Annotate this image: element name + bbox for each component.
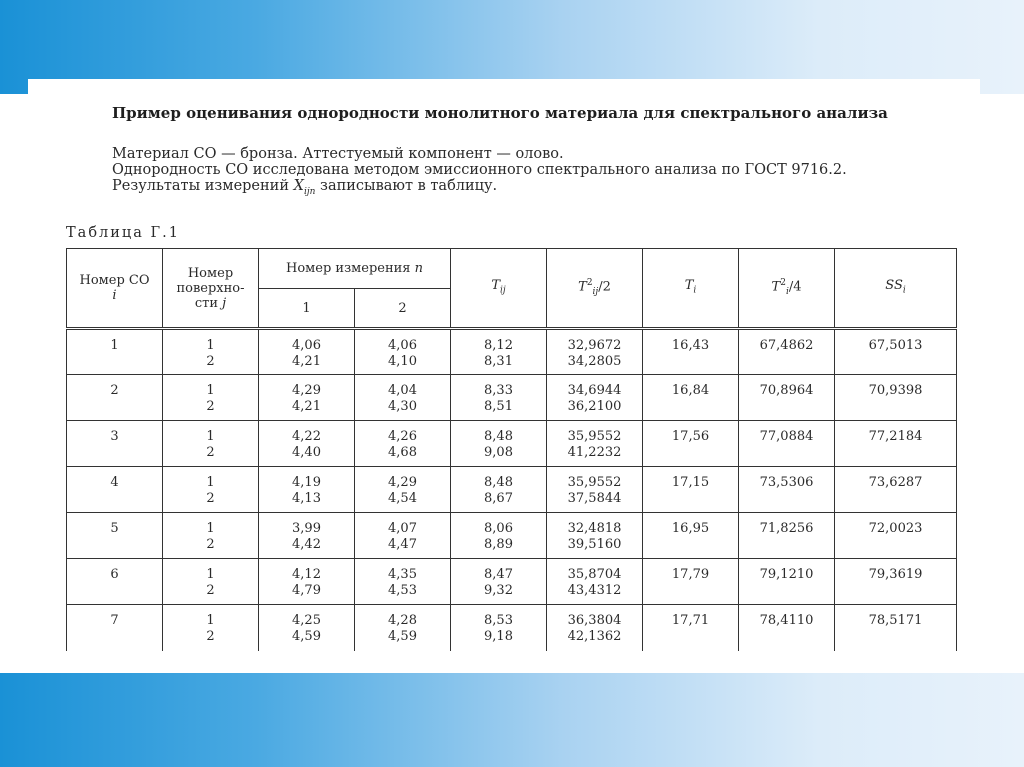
measurement-1-cell-value: 3,99 (292, 521, 321, 536)
tij-cell-value: 8,47 (484, 567, 513, 582)
ti-squared-cell (739, 559, 835, 605)
header-surface-number: Номер поверхно- сти j (163, 249, 259, 329)
measurement-1-cell-value: 4,59 (292, 629, 321, 644)
measurement-2-cell-value: 4,04 (388, 383, 417, 398)
measurement-1-cell-value: 4,79 (292, 583, 321, 598)
tij-cell-value: 8,67 (484, 491, 513, 506)
ss-cell-value: 78,5171 (868, 613, 923, 628)
surface-cell (163, 375, 259, 421)
ti-cell (643, 559, 739, 605)
ss-cell (835, 559, 957, 605)
surface-cell-value: 1 (206, 521, 215, 536)
surface-cell-value: 1 (206, 613, 215, 628)
ti-cell-value: 16,43 (671, 338, 710, 353)
tij-squared-cell (547, 421, 643, 467)
intro-results-prefix: Результаты измерений (112, 178, 294, 194)
measurements-table (66, 248, 957, 651)
measurement-2-cell-value: 4,54 (388, 491, 417, 506)
ss-cell (835, 467, 957, 513)
measurement-1-cell-value: 4,25 (292, 613, 321, 628)
surface-cell (163, 559, 259, 605)
surface-cell (163, 605, 259, 651)
ss-cell-value: 70,9398 (868, 383, 923, 398)
measurement-2-cell-value: 4,30 (388, 399, 417, 414)
table-caption: Таблица Г.1 (66, 225, 180, 241)
surface-cell-value: 1 (206, 475, 215, 490)
intro-line-results (112, 178, 892, 200)
measurement-1-cell-value: 4,19 (292, 475, 321, 490)
measurement-1-cell-value: 4,13 (292, 491, 321, 506)
ss-cell-value: 72,0023 (868, 521, 923, 536)
tij-squared-cell (547, 329, 643, 375)
tij-cell-value: 8,12 (484, 338, 513, 353)
ti-squared-cell-value: 73,5306 (759, 475, 814, 490)
co-cell (67, 375, 163, 421)
intro-text (112, 146, 892, 200)
co-cell-value: 6 (110, 567, 119, 582)
ti-cell-value: 17,79 (671, 567, 710, 582)
tij-cell (451, 467, 547, 513)
measurement-2-cell-value: 4,06 (388, 338, 417, 353)
tij-cell (451, 329, 547, 375)
header-measurement-2: 2 (355, 289, 451, 329)
tij-squared-cell-value: 42,1362 (567, 629, 622, 644)
co-cell-value: 2 (110, 383, 119, 398)
ti-cell (643, 513, 739, 559)
tij-cell (451, 375, 547, 421)
ss-cell-value: 67,5013 (868, 338, 923, 353)
intro-line-method: Однородность СО исследована методом эмиссионного спектрального анализа по ГОСТ 9716.2. (112, 162, 847, 178)
co-cell-value: 3 (110, 429, 119, 444)
co-cell (67, 513, 163, 559)
ti-cell (643, 421, 739, 467)
table-row (67, 329, 957, 375)
tij-squared-cell-value: 39,5160 (567, 537, 622, 552)
ti-cell-value: 16,84 (671, 383, 710, 398)
tij-squared-cell (547, 513, 643, 559)
surface-cell (163, 513, 259, 559)
measurement-2-cell (355, 559, 451, 605)
ti-cell (643, 605, 739, 651)
measurement-2-cell (355, 513, 451, 559)
measurement-1-cell (259, 513, 355, 559)
measurement-2-cell-value: 4,26 (388, 429, 417, 444)
surface-cell-value: 1 (206, 429, 215, 444)
tij-squared-cell (547, 467, 643, 513)
header-tij: $T_{ij}$ (451, 249, 547, 329)
measurement-1-cell-value: 4,22 (292, 429, 321, 444)
co-cell (67, 559, 163, 605)
measurement-2-cell-value: 4,35 (388, 567, 417, 582)
ss-cell-value: 77,2184 (868, 429, 923, 444)
tij-squared-cell (547, 605, 643, 651)
measurement-1-cell (259, 605, 355, 651)
measurement-2-cell (355, 605, 451, 651)
surface-cell-value: 1 (206, 567, 215, 582)
ti-cell (643, 467, 739, 513)
measurement-1-cell-value: 4,21 (292, 354, 321, 369)
surface-cell (163, 421, 259, 467)
header-measurement-1: 1 (259, 289, 355, 329)
header-co-number: Номер СО i (67, 249, 163, 329)
tij-squared-cell-value: 36,3804 (567, 613, 622, 628)
tij-cell-value: 8,31 (484, 354, 513, 369)
tij-squared-cell-value: 32,4818 (567, 521, 622, 536)
co-cell (67, 421, 163, 467)
tij-cell-value: 8,48 (484, 429, 513, 444)
surface-cell (163, 329, 259, 375)
ss-cell (835, 329, 957, 375)
tij-cell-value: 8,48 (484, 475, 513, 490)
surface-cell (163, 467, 259, 513)
intro-results-suffix: записывают в таблицу. (315, 178, 498, 194)
tij-squared-cell (547, 559, 643, 605)
ti-squared-cell-value: 79,1210 (759, 567, 814, 582)
measurement-1-cell (259, 375, 355, 421)
table-row (67, 375, 957, 421)
ti-squared-cell-value: 67,4862 (759, 338, 814, 353)
table-row (67, 467, 957, 513)
ti-squared-cell (739, 421, 835, 467)
ti-squared-cell (739, 467, 835, 513)
intro-line-material: Материал СО — бронза. Аттестуемый компонент — олово. (112, 146, 564, 162)
ss-cell (835, 421, 957, 467)
measurement-2-cell-value: 4,47 (388, 537, 417, 552)
measurement-2-cell-value: 4,59 (388, 629, 417, 644)
measurement-1-cell-value: 4,40 (292, 445, 321, 460)
tij-squared-cell-value: 34,6944 (567, 383, 622, 398)
tij-cell-value: 9,08 (484, 445, 513, 460)
measurement-1-cell (259, 467, 355, 513)
ss-cell (835, 513, 957, 559)
table-row (67, 559, 957, 605)
ss-cell (835, 605, 957, 651)
tij-squared-cell-value: 35,9552 (567, 429, 622, 444)
surface-cell-value: 1 (206, 338, 215, 353)
surface-cell-value: 2 (206, 354, 215, 369)
tij-cell-value: 8,53 (484, 613, 513, 628)
header-ti-squared: $T^2_i/4$ (739, 249, 835, 329)
intro-results-subscript: ijn (303, 186, 316, 197)
measurement-1-cell (259, 421, 355, 467)
measurement-2-cell-value: 4,10 (388, 354, 417, 369)
header-ti: $T_i$ (643, 249, 739, 329)
tij-squared-cell-value: 32,9672 (567, 338, 622, 353)
ti-cell-value: 17,71 (671, 613, 710, 628)
measurement-1-cell-value: 4,42 (292, 537, 321, 552)
tij-squared-cell-value: 35,8704 (567, 567, 622, 582)
co-cell-value: 5 (110, 521, 119, 536)
tij-cell (451, 421, 547, 467)
table-row (67, 421, 957, 467)
ti-cell-value: 16,95 (671, 521, 710, 536)
header-measurement-number: Номер измерения n (259, 249, 451, 289)
header-tij-squared: $T^2_{ij}/2$ (547, 249, 643, 329)
ti-cell-value: 17,15 (671, 475, 710, 490)
tij-cell-value: 8,51 (484, 399, 513, 414)
co-cell (67, 467, 163, 513)
measurement-2-cell (355, 375, 451, 421)
surface-cell-value: 2 (206, 399, 215, 414)
surface-cell-value: 1 (206, 383, 215, 398)
tij-squared-cell-value: 37,5844 (567, 491, 622, 506)
tij-cell (451, 513, 547, 559)
measurement-2-cell-value: 4,53 (388, 583, 417, 598)
measurement-2-cell (355, 329, 451, 375)
ti-squared-cell-value: 77,0884 (759, 429, 814, 444)
tij-cell-value: 9,32 (484, 583, 513, 598)
tij-squared-cell-value: 36,2100 (567, 399, 622, 414)
table-body (67, 329, 957, 651)
tij-squared-cell (547, 375, 643, 421)
ss-cell-value: 73,6287 (868, 475, 923, 490)
bottom-decor-band (0, 673, 1024, 767)
surface-cell-value: 2 (206, 583, 215, 598)
measurement-1-cell-value: 4,12 (292, 567, 321, 582)
measurement-2-cell (355, 467, 451, 513)
tij-cell-value: 9,18 (484, 629, 513, 644)
ti-cell (643, 329, 739, 375)
co-cell-value: 4 (110, 475, 119, 490)
tij-squared-cell-value: 34,2805 (567, 354, 622, 369)
tij-cell (451, 605, 547, 651)
ss-cell-value: 79,3619 (868, 567, 923, 582)
tij-cell (451, 559, 547, 605)
measurement-1-cell (259, 329, 355, 375)
measurement-1-cell-value: 4,21 (292, 399, 321, 414)
ti-squared-cell (739, 375, 835, 421)
measurement-1-cell (259, 559, 355, 605)
tij-squared-cell-value: 41,2232 (567, 445, 622, 460)
surface-cell-value: 2 (206, 629, 215, 644)
tij-cell-value: 8,89 (484, 537, 513, 552)
ti-squared-cell (739, 513, 835, 559)
measurement-1-cell-value: 4,06 (292, 338, 321, 353)
co-cell-value: 1 (110, 338, 119, 353)
measurement-2-cell (355, 421, 451, 467)
co-cell (67, 329, 163, 375)
ss-cell (835, 375, 957, 421)
table-row (67, 513, 957, 559)
co-cell (67, 605, 163, 651)
document-title: Пример оценивания однородности монолитного материала для спектрального анализа (112, 104, 888, 122)
tij-squared-cell-value: 35,9552 (567, 475, 622, 490)
measurement-2-cell-value: 4,68 (388, 445, 417, 460)
tij-squared-cell-value: 43,4312 (567, 583, 622, 598)
measurement-2-cell-value: 4,28 (388, 613, 417, 628)
measurement-2-cell-value: 4,29 (388, 475, 417, 490)
ti-squared-cell-value: 70,8964 (759, 383, 814, 398)
ti-squared-cell (739, 605, 835, 651)
intro-results-variable: X (293, 178, 304, 194)
surface-cell-value: 2 (206, 445, 215, 460)
surface-cell-value: 2 (206, 491, 215, 506)
ti-squared-cell-value: 71,8256 (759, 521, 814, 536)
tij-cell-value: 8,06 (484, 521, 513, 536)
ti-cell (643, 375, 739, 421)
tij-cell-value: 8,33 (484, 383, 513, 398)
table-row (67, 605, 957, 651)
measurement-2-cell-value: 4,07 (388, 521, 417, 536)
surface-cell-value: 2 (206, 537, 215, 552)
ti-squared-cell-value: 78,4110 (759, 613, 814, 628)
ti-squared-cell (739, 329, 835, 375)
ti-cell-value: 17,56 (671, 429, 710, 444)
measurement-1-cell-value: 4,29 (292, 383, 321, 398)
header-ss: $SS_i$ (835, 249, 957, 329)
co-cell-value: 7 (110, 613, 119, 628)
